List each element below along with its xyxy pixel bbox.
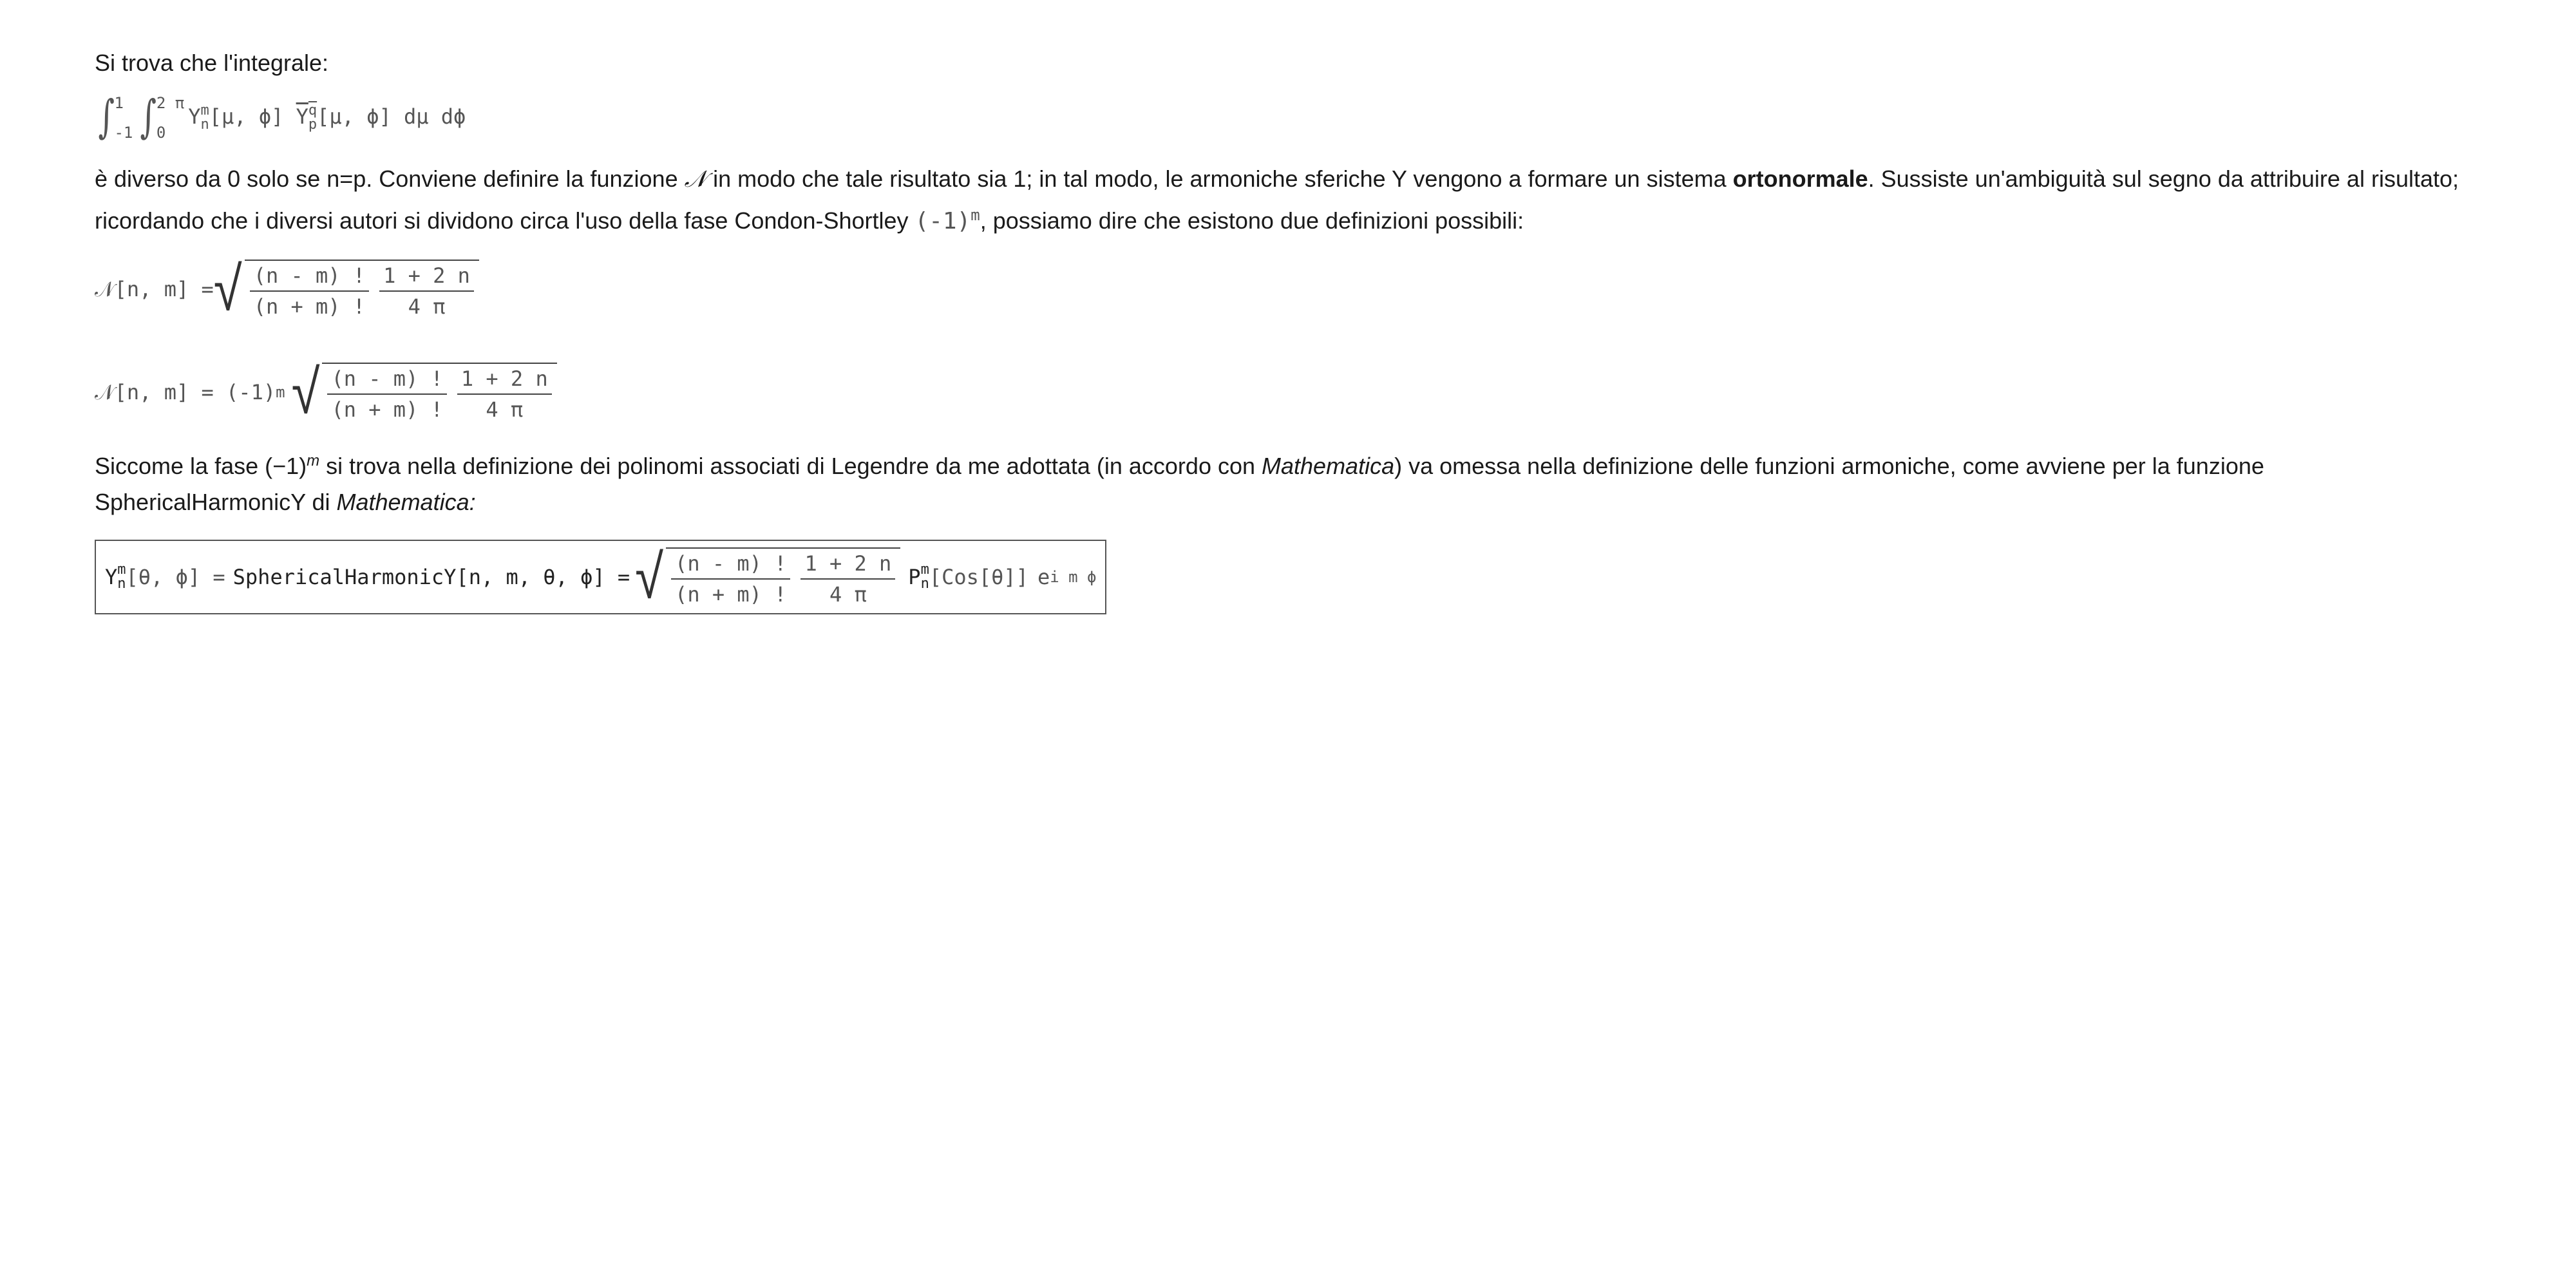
equation-N-without-phase bbox=[95, 254, 2477, 325]
paragraph-definition bbox=[95, 161, 2477, 240]
Y-sup: m bbox=[200, 102, 209, 118]
boxed-args: [θ, ϕ] = bbox=[126, 565, 225, 589]
equation-N-with-phase bbox=[95, 357, 2477, 428]
eq2-lhs: 𝒩[n, m] = (-1) bbox=[95, 379, 276, 404]
integral-formula bbox=[95, 89, 2477, 147]
Y-symbol: Y bbox=[188, 104, 201, 129]
Ybar-args: [μ, ϕ] bbox=[317, 104, 392, 129]
boxed-exp: e bbox=[1037, 565, 1050, 589]
boxed-function-call: SphericalHarmonicY[n, m, θ, ϕ] = bbox=[232, 565, 630, 589]
boxed-Y-sup: m bbox=[117, 562, 126, 578]
p2-part1: è diverso da 0 solo se n=p. Conviene definire la funzione bbox=[95, 166, 685, 192]
p2-part2: in modo che tale risultato sia 1; in tal modo, le armoniche sferiche Y vengono a formare un sistema bbox=[706, 166, 1733, 192]
p3-exponent: m bbox=[307, 452, 320, 469]
eq1-fraction-factorials: $\frac{(n - m) !}{(n + m) !}$ bbox=[250, 263, 369, 319]
paragraph-intro: Si trova che l'integrale: bbox=[95, 50, 329, 76]
p3-part2: si trova nella definizione dei polinomi associati di Legendre da me adottata (in accordo con bbox=[319, 453, 1262, 479]
Y-conj-symbol: $\overline{Y}$ bbox=[296, 104, 308, 129]
N-symbol: 𝒩 bbox=[684, 166, 707, 192]
boxed-spherical-harmonic-definition bbox=[95, 540, 1106, 614]
sqrt-icon: √ bbox=[213, 254, 242, 323]
differentials: dμ dϕ bbox=[403, 104, 466, 129]
bold-ortonormale: ortonormale bbox=[1732, 166, 1868, 192]
boxed-P-symbol: P bbox=[908, 565, 921, 589]
eq1-sqrt bbox=[213, 254, 479, 323]
Y-sub: n bbox=[200, 117, 209, 133]
p3-part1: Siccome la fase (−1) bbox=[95, 453, 307, 479]
italic-mathematica: Mathematica bbox=[1262, 453, 1395, 479]
paragraph-phase bbox=[95, 443, 2477, 520]
Ybar-sup: $\overline{q}$ bbox=[308, 102, 317, 118]
inner-integral bbox=[137, 90, 188, 143]
eq1-lhs: 𝒩[n, m] = bbox=[95, 276, 214, 301]
boxed-Y-symbol: Y bbox=[105, 565, 118, 589]
Y-args: [μ, ϕ] bbox=[209, 104, 284, 129]
integral-sign-icon: ∫ bbox=[140, 90, 157, 143]
boxed-fraction-normalization: $\frac{1 + 2 n}{4 \pi}$ bbox=[800, 551, 895, 607]
p2-part3: . Sussiste un'ambiguità sul segno da attribuire al risultato; ricordando che i diversi autori si dividono circa l'uso della fase Condon-Shortley bbox=[95, 166, 2459, 234]
boxed-exp-sup: i m ϕ bbox=[1050, 568, 1097, 586]
boxed-sqrt bbox=[635, 542, 900, 611]
boxed-P-sub: n bbox=[920, 576, 929, 592]
eq2-sqrt bbox=[291, 357, 557, 426]
boxed-cos: [Cos[θ]] bbox=[929, 565, 1028, 589]
outer-upper-limit: 1 bbox=[114, 94, 124, 112]
inner-upper-limit: 2 π bbox=[156, 94, 185, 112]
outer-integral bbox=[95, 90, 137, 143]
Ybar-sub: p bbox=[308, 117, 317, 133]
inner-lower-limit: 0 bbox=[156, 124, 166, 142]
p3-part3: ) va omessa nella definizione delle funzioni armoniche, come avviene per la funzione SphericalHarmonicY di bbox=[95, 453, 2264, 515]
integral-sign-icon: ∫ bbox=[98, 90, 115, 143]
italic-mathematica-colon: Mathematica: bbox=[336, 489, 476, 515]
integrand bbox=[188, 104, 466, 132]
boxed-P-sup: m bbox=[920, 562, 929, 578]
boxed-Y-sub: n bbox=[117, 576, 126, 592]
eq1-fraction-normalization: $\frac{1 + 2 n}{4 \pi}$ bbox=[379, 263, 474, 319]
eq2-fraction-factorials: $\frac{(n - m) !}{(n + m) !}$ bbox=[327, 366, 446, 422]
outer-lower-limit: -1 bbox=[114, 124, 133, 142]
boxed-fraction-factorials: $\frac{(n - m) !}{(n + m) !}$ bbox=[671, 551, 790, 607]
p2-part4: , possiamo dire che esistono due definizioni possibili: bbox=[980, 207, 1524, 234]
eq2-fraction-normalization: $\frac{1 + 2 n}{4 \pi}$ bbox=[457, 366, 552, 422]
sqrt-icon: √ bbox=[291, 357, 320, 426]
document-page bbox=[95, 45, 2477, 614]
phase-exponent: m bbox=[971, 206, 980, 224]
phase-factor: (-1) bbox=[914, 208, 971, 234]
eq2-exponent: m bbox=[276, 383, 285, 401]
sqrt-icon: √ bbox=[635, 542, 664, 611]
